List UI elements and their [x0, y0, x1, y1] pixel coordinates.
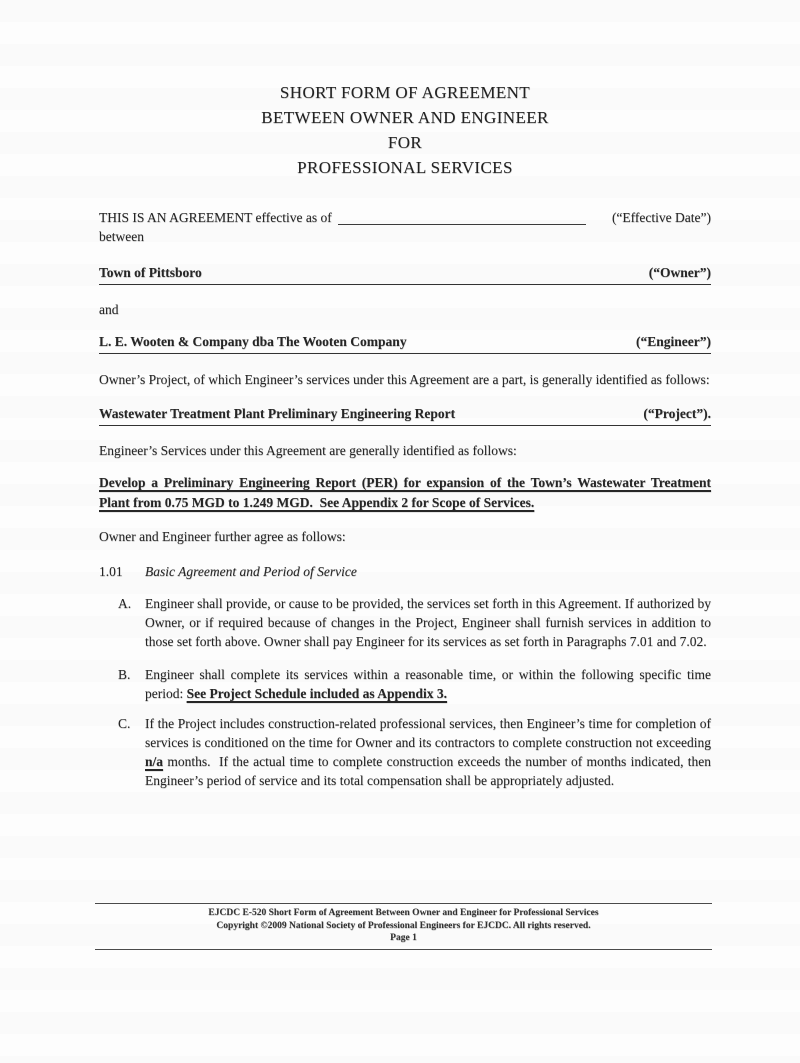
services-intro: Engineer’s Services under this Agreement are generally identified as follows:	[99, 443, 517, 458]
item-c	[99, 714, 711, 790]
and-conjunction: and	[99, 302, 119, 317]
engineer-row	[99, 333, 711, 354]
title-line: SHORT FORM OF AGREEMENT	[279, 83, 531, 102]
item-c-text-before: If the Project includes construction-related professional services, then Engineer’s time for completion of services is conditioned on the time for Owner and its contractors to complete construction not exceeding	[145, 716, 711, 750]
item-c-na: n/a	[145, 754, 164, 769]
item-a-text: Engineer shall provide, or cause to be provided, the services set forth in this Agreement. If authorized by Owner, or if required because of changes in the Project, Engineer shall furnish services in addition to those set forth above. Owner shall pay Engineer for its services as set forth in Paragraphs 7.01 and 7.02.	[145, 596, 711, 649]
item-a-letter: A.	[118, 596, 132, 611]
section-number: 1.01	[99, 564, 123, 579]
item-a	[99, 594, 711, 651]
engineer-label: (“Engineer”)	[636, 334, 711, 349]
agreement-intro-row	[99, 208, 711, 227]
title-line: FOR	[387, 133, 423, 152]
project-row	[99, 405, 711, 426]
project-label: (“Project”).	[643, 406, 711, 421]
engineer-name: L. E. Wooten & Company dba The Wooten Company	[99, 334, 407, 349]
section-1-01	[99, 562, 711, 581]
page-footer	[95, 903, 712, 950]
item-c-letter: C.	[118, 716, 131, 731]
services-description	[99, 473, 711, 513]
document-title	[99, 80, 711, 180]
title-line: PROFESSIONAL SERVICES	[297, 158, 513, 177]
project-name: Wastewater Treatment Plant Preliminary Engineering Report	[99, 406, 456, 421]
project-intro: Owner’s Project, of which Engineer’s services under this Agreement are a part, is generally identified as follows:	[99, 372, 710, 387]
agree-line: Owner and Engineer further agree as follows:	[99, 529, 346, 544]
agreement-intro-text: THIS IS AN AGREEMENT effective as of	[99, 210, 332, 225]
item-b-letter: B.	[118, 667, 131, 682]
services-description-text: Develop a Preliminary Engineering Report (PER) for expansion of the Town’s Wastewater Treatment Plant from 0.75 MGD to 1.249 MGD. See Appendix 2 for Scope of Services.	[99, 475, 711, 510]
owner-name: Town of Pittsboro	[99, 265, 202, 280]
item-b	[99, 665, 711, 703]
item-b-text: Engineer shall complete its services within a reasonable time, or within the following specific time period:	[145, 667, 711, 701]
owner-row	[99, 264, 711, 285]
item-b-underlined: See Project Schedule included as Appendix 3.	[186, 686, 448, 701]
footer-line1: EJCDC E-520 Short Form of Agreement Between Owner and Engineer for Professional Services	[208, 908, 599, 918]
footer-page-number: Page 1	[390, 933, 417, 943]
item-c-text-after: months. If the actual time to complete construction exceeds the number of months indicated, then Engineer’s period of service and its total compensation shall be appropriately adjusted.	[145, 754, 711, 788]
section-title: Basic Agreement and Period of Service	[145, 564, 357, 579]
title-line: BETWEEN OWNER AND ENGINEER	[261, 108, 549, 127]
effective-date-blank	[338, 212, 586, 225]
owner-label: (“Owner”)	[648, 265, 711, 280]
footer-line2: Copyright ©2009 National Society of Professional Engineers for EJCDC. All rights reserved.	[216, 920, 591, 931]
effective-date-label: (“Effective Date”)	[611, 210, 711, 225]
between-label: between	[99, 229, 144, 244]
